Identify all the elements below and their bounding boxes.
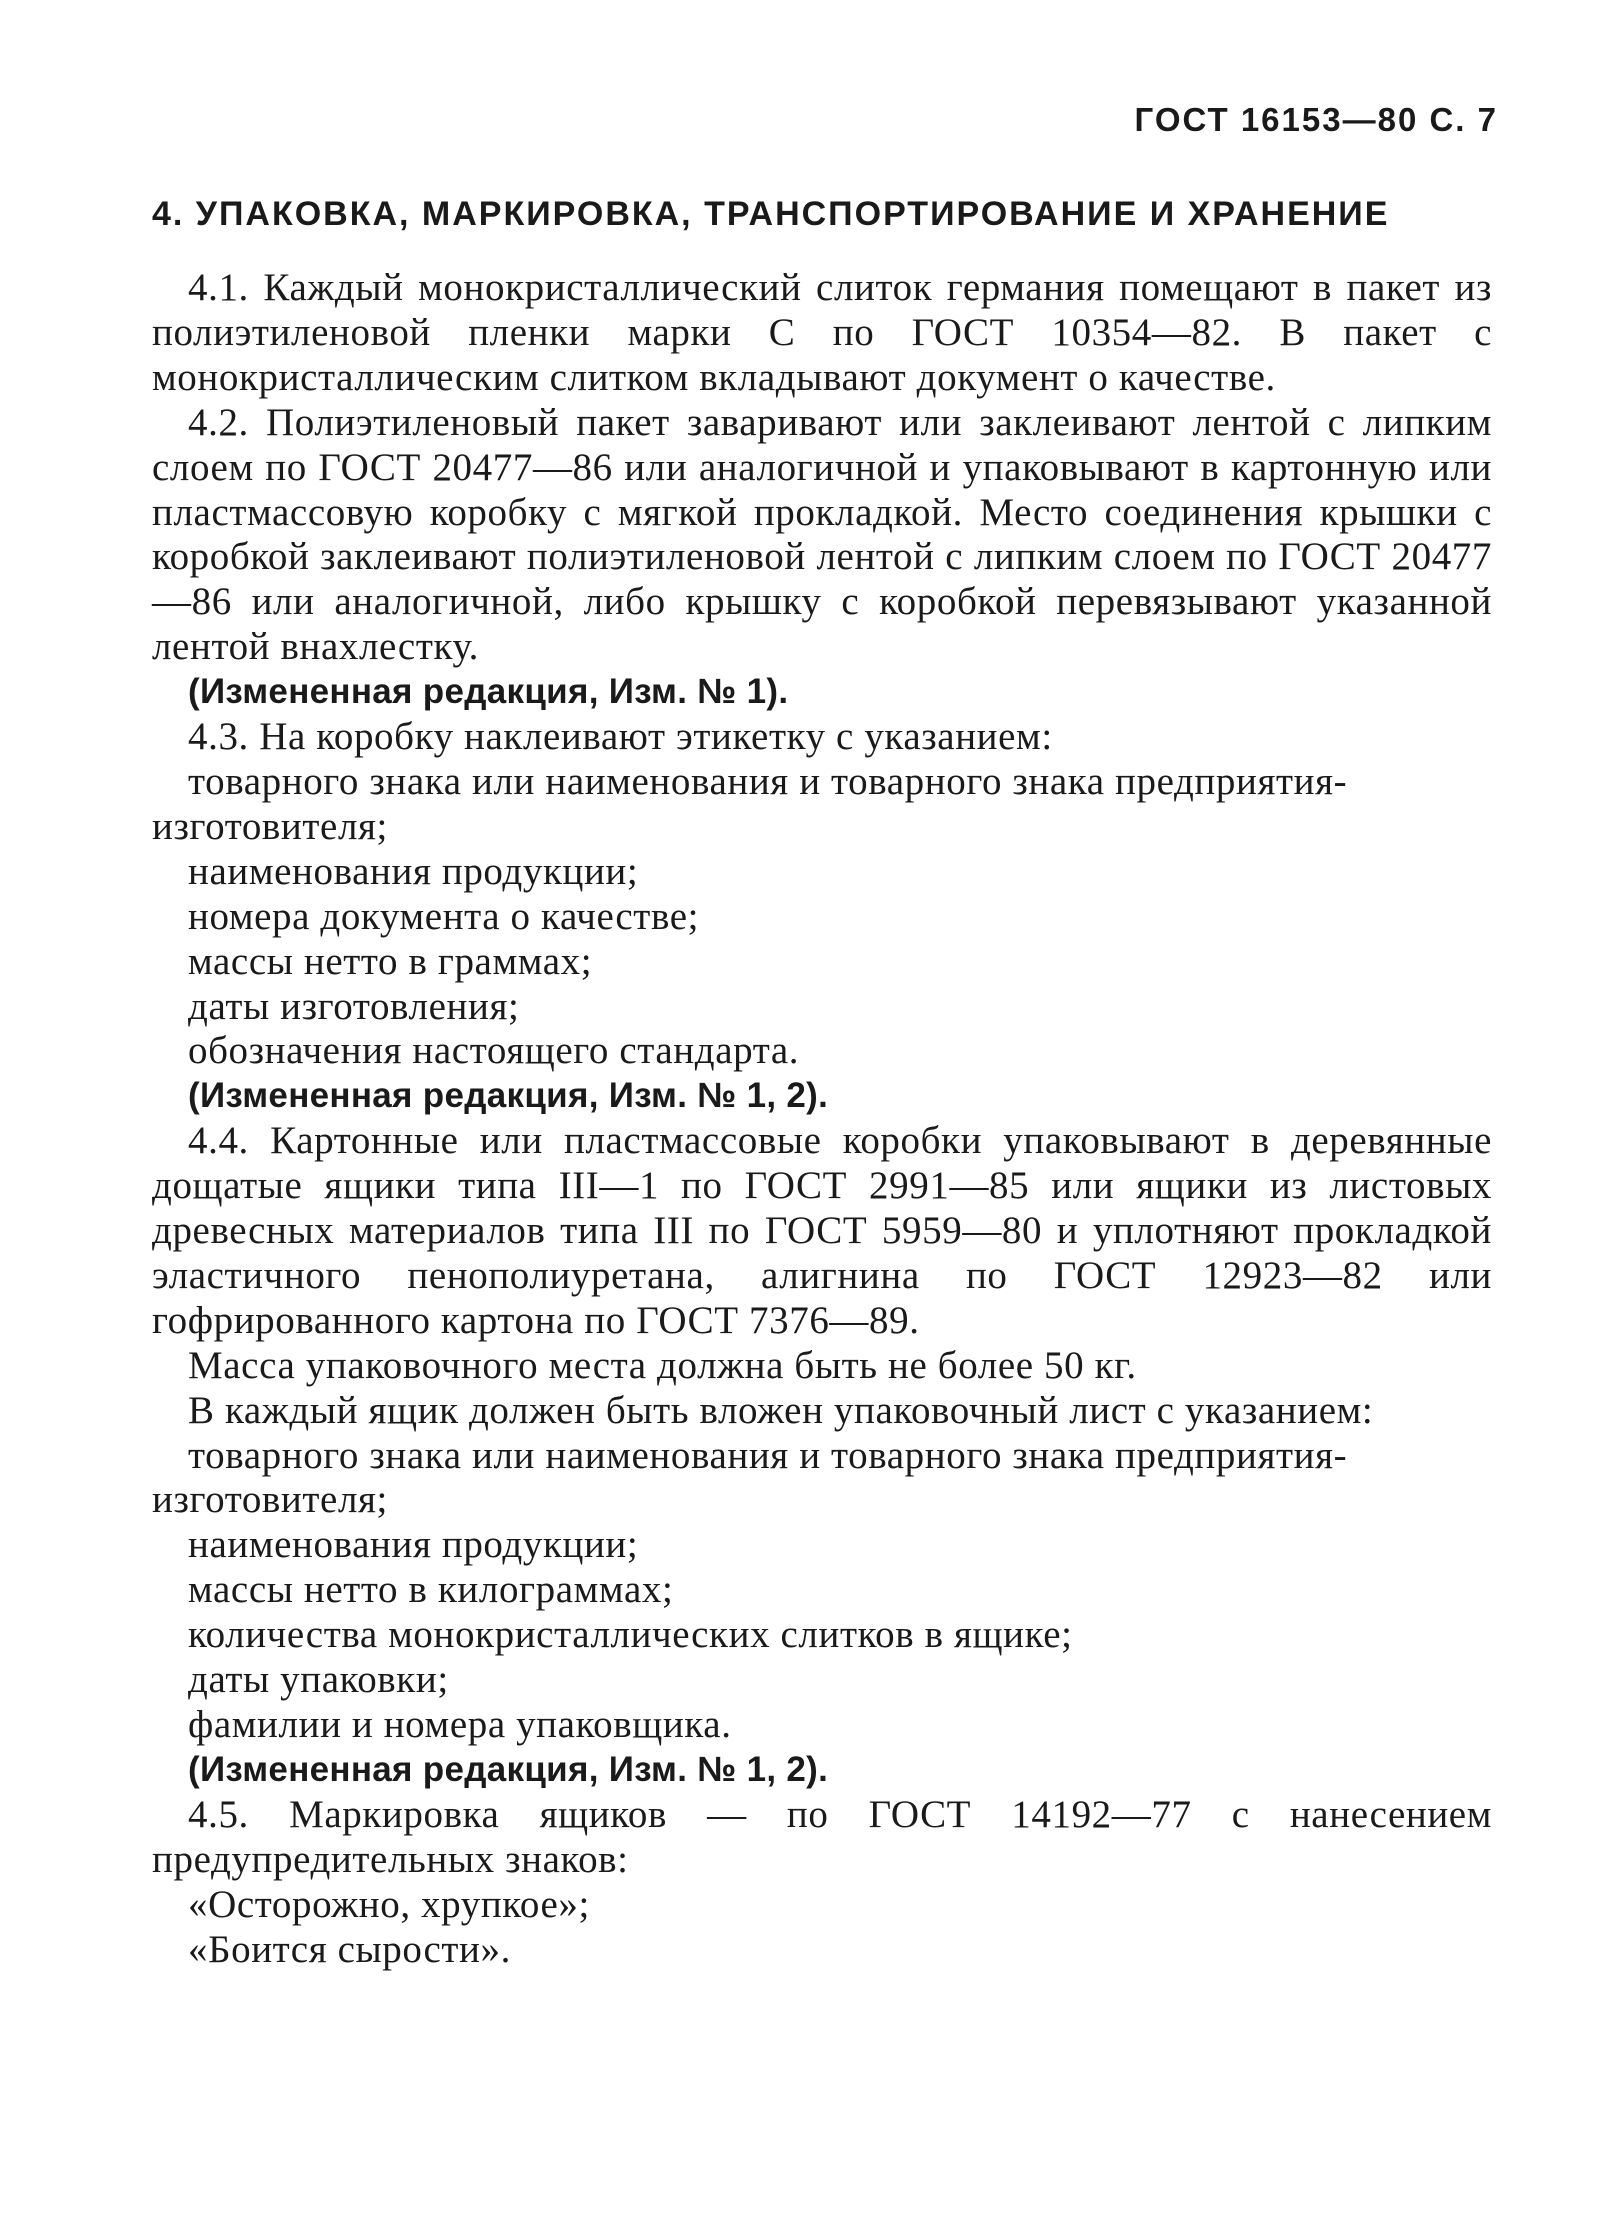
amendment-note: (Измененная редакция, Изм. № 1, 2). — [188, 1749, 829, 1789]
list-item: товарного знака или наименования и товарного знака предприятия-изготовителя; — [152, 759, 1348, 848]
list-item: даты упаковки; — [188, 1658, 449, 1702]
paragraph-4-5: 4.5. Маркировка ящиков — по ГОСТ 14192—77 с нанесением предупредительных знаков: — [152, 1792, 1492, 1881]
paragraph-package-mass: Масса упаковочного места должна быть не более 50 кг. — [188, 1343, 1137, 1387]
paragraph-4-4: 4.4. Картонные или пластмассовые коробки упаковывают в деревянные дощатые ящики типа III—1 по ГОСТ 2991—85 или ящики из листовых древесных материалов типа III по ГОСТ 5959—80 и уплотняют прокладкой эластичного пенополиуретана, алигнина по ГОСТ 12923—82 или гофрированного картона по ГОСТ 7376—89. — [152, 1119, 1492, 1342]
paragraph-packing-sheet: В каждый ящик должен быть вложен упаковочный лист с указанием: — [188, 1388, 1374, 1432]
list-item: количества монокристаллических слитков в ящике; — [188, 1613, 1073, 1657]
amendment-note: (Измененная редакция, Изм. № 1, 2). — [188, 1076, 829, 1116]
paragraph-4-3: 4.3. На коробку наклеивают этикетку с указанием: — [188, 715, 1053, 759]
paragraph-4-1: 4.1. Каждый монокристаллический слиток германия помещают в пакет из полиэтиленовой пленки марки С по ГОСТ 10354—82. В пакет с монокристаллическим слитком вкладывают документ о качестве. — [152, 266, 1492, 399]
paragraph-4-2: 4.2. Полиэтиленовый пакет заваривают или заклеивают лентой с липким слоем по ГОСТ 20477—86 или аналогичной и упаковывают в картонную или пластмассовую коробку с мягкой прокладкой. Место соединения крышки с коробкой заклеивают полиэтиленовой лентой с липким слоем по ГОСТ 20477—86 или аналогичной, либо крышку с коробкой перевязывают указанной лентой внахлестку. — [152, 400, 1492, 669]
list-item: обозначения настоящего стандарта. — [188, 1029, 800, 1073]
list-item: фамилии и номера упаковщика. — [188, 1703, 732, 1746]
list-item: «Осторожно, хрупкое»; — [188, 1882, 590, 1926]
list-item: массы нетто в килограммах; — [188, 1568, 674, 1612]
section-body — [152, 266, 1492, 1972]
list-item: номера документа о качестве; — [188, 894, 700, 938]
list-item: даты изготовления; — [188, 984, 520, 1028]
document-page — [152, 100, 1498, 1972]
list-item: товарного знака или наименования и товарного знака предприятия-изготовителя; — [152, 1433, 1348, 1522]
section-title: 4. УПАКОВКА, МАРКИРОВКА, ТРАНСПОРТИРОВАНИЕ И ХРАНЕНИЕ — [152, 195, 1390, 233]
list-item: наименования продукции; — [188, 1523, 639, 1567]
amendment-note: (Измененная редакция, Изм. № 1). — [188, 672, 789, 712]
list-item: наименования продукции; — [188, 849, 639, 893]
list-item: «Боится сырости». — [188, 1927, 511, 1971]
running-head: ГОСТ 16153—80 С. 7 — [1134, 101, 1498, 138]
list-item: массы нетто в граммах; — [188, 939, 593, 983]
